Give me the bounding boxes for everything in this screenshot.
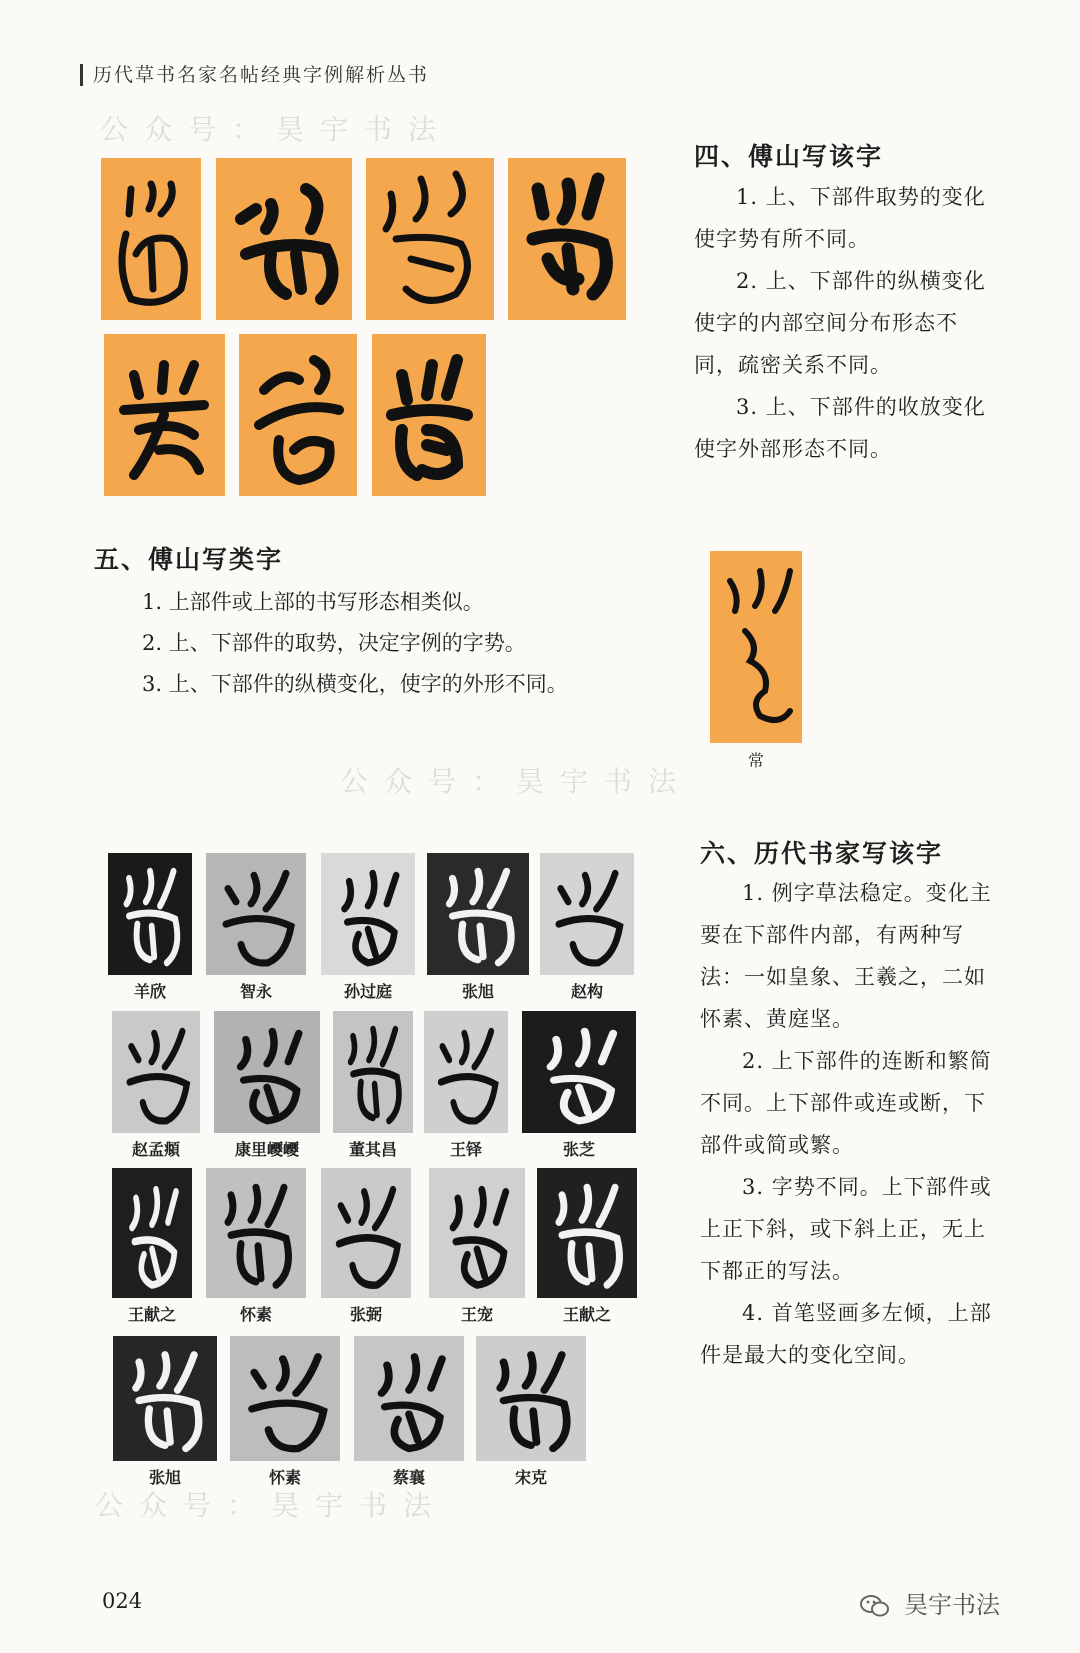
- section5-point: 2. 上、下部件的取势，决定字例的字势。: [142, 631, 526, 655]
- section4-points: [694, 176, 994, 470]
- calligrapher-label: 张旭: [148, 1468, 181, 1487]
- footer-brand: [860, 1585, 1000, 1620]
- section6-title: 六、历代书家写该字: [700, 839, 944, 868]
- section4-point: 3. 上、下部件的收放变化使字外部形态不同。: [694, 395, 986, 461]
- calligraphy-image: [216, 158, 352, 320]
- section6-point: 2. 上下部件的连断和繁简不同。上下部件或连或断，下部件或简或繁。: [700, 1049, 992, 1157]
- calligraphy-image: [214, 1011, 320, 1133]
- calligraphy-image: [104, 334, 225, 496]
- calligraphy-image: [112, 1011, 200, 1133]
- example-caption: 常: [747, 751, 764, 770]
- calligraphy-image: [333, 1011, 413, 1133]
- calligraphy-image: [508, 158, 626, 320]
- calligraphy-image: [101, 158, 201, 320]
- calligrapher-label: 孙过庭: [343, 982, 392, 1001]
- calligrapher-label: 宋克: [514, 1468, 547, 1487]
- section5-points: [142, 582, 568, 705]
- calligrapher-label: 王献之: [127, 1305, 176, 1324]
- section5-point: 1. 上部件或上部的书写形态相类似。: [142, 590, 484, 614]
- calligrapher-label: 赵构: [570, 982, 603, 1001]
- watermark: 公众号：昊宇书法: [340, 765, 693, 798]
- calligrapher-label: 张芝: [562, 1140, 595, 1159]
- calligraphy-image: [206, 1168, 306, 1298]
- calligraphy-image: [540, 853, 634, 975]
- calligrapher-label: 王宠: [460, 1305, 493, 1324]
- calligrapher-label: 王铎: [449, 1140, 482, 1159]
- series-title: 历代草书名家名帖经典字例解析丛书: [80, 64, 429, 86]
- calligraphy-image: [429, 1168, 525, 1298]
- calligraphy-image: [112, 1168, 192, 1298]
- calligraphy-image: [522, 1011, 636, 1133]
- calligrapher-label: 怀素: [268, 1468, 301, 1487]
- calligrapher-label: 王献之: [562, 1305, 611, 1324]
- calligraphy-image: [108, 853, 192, 975]
- calligraphy-image: [424, 1011, 508, 1133]
- section6-point: 3. 字势不同。上下部件或上正下斜，或下斜上正，无上下都正的写法。: [700, 1175, 992, 1283]
- section6-point: 4. 首笔竖画多左倾，上部件是最大的变化空间。: [700, 1301, 992, 1367]
- watermark: 公众号：昊宇书法: [95, 1489, 448, 1522]
- section5-title: 五、傅山写类字: [94, 545, 284, 574]
- calligrapher-label: 智永: [239, 982, 272, 1001]
- section6-points: [700, 872, 1000, 1376]
- wechat-icon: [860, 1594, 890, 1618]
- calligraphy-image: [230, 1336, 340, 1461]
- calligrapher-label: 张旭: [461, 982, 494, 1001]
- calligrapher-label: 董其昌: [348, 1140, 397, 1159]
- calligraphy-image: [476, 1336, 586, 1461]
- section4-title: 四、傅山写该字: [694, 142, 884, 171]
- calligraphy-image: [206, 853, 306, 975]
- calligraphy-image: [366, 158, 494, 320]
- brand-name: 昊宇书法: [904, 1591, 1000, 1619]
- section5-point: 3. 上、下部件的纵横变化，使字的外形不同。: [142, 672, 568, 696]
- section6-point: 1. 例字草法稳定。变化主要在下部件内部，有两种写法：一如皇象、王羲之，二如怀素、黄庭坚。: [700, 881, 992, 1031]
- calligraphy-image: [710, 551, 802, 743]
- watermark: 公众号：昊宇书法: [100, 113, 453, 146]
- calligraphy-image: [537, 1168, 637, 1298]
- calligrapher-label: 康里巎巎: [234, 1140, 299, 1159]
- calligraphy-image: [239, 334, 357, 496]
- calligraphy-image: [372, 334, 486, 496]
- page-number: 024: [102, 1589, 143, 1613]
- section4-point: 2. 上、下部件的纵横变化使字的内部空间分布形态不同，疏密关系不同。: [694, 269, 986, 377]
- calligrapher-label: 蔡襄: [392, 1468, 425, 1487]
- calligraphy-image: [321, 853, 415, 975]
- calligrapher-label: 张弼: [349, 1305, 382, 1324]
- calligraphy-image: [321, 1168, 411, 1298]
- calligrapher-label: 怀素: [239, 1305, 272, 1324]
- calligraphy-image: [354, 1336, 464, 1461]
- calligraphy-image: [113, 1336, 217, 1461]
- calligraphy-image: [427, 853, 529, 975]
- section4-point: 1. 上、下部件取势的变化使字势有所不同。: [694, 185, 986, 251]
- calligrapher-label: 羊欣: [133, 982, 166, 1001]
- calligrapher-label: 赵孟頫: [131, 1140, 180, 1159]
